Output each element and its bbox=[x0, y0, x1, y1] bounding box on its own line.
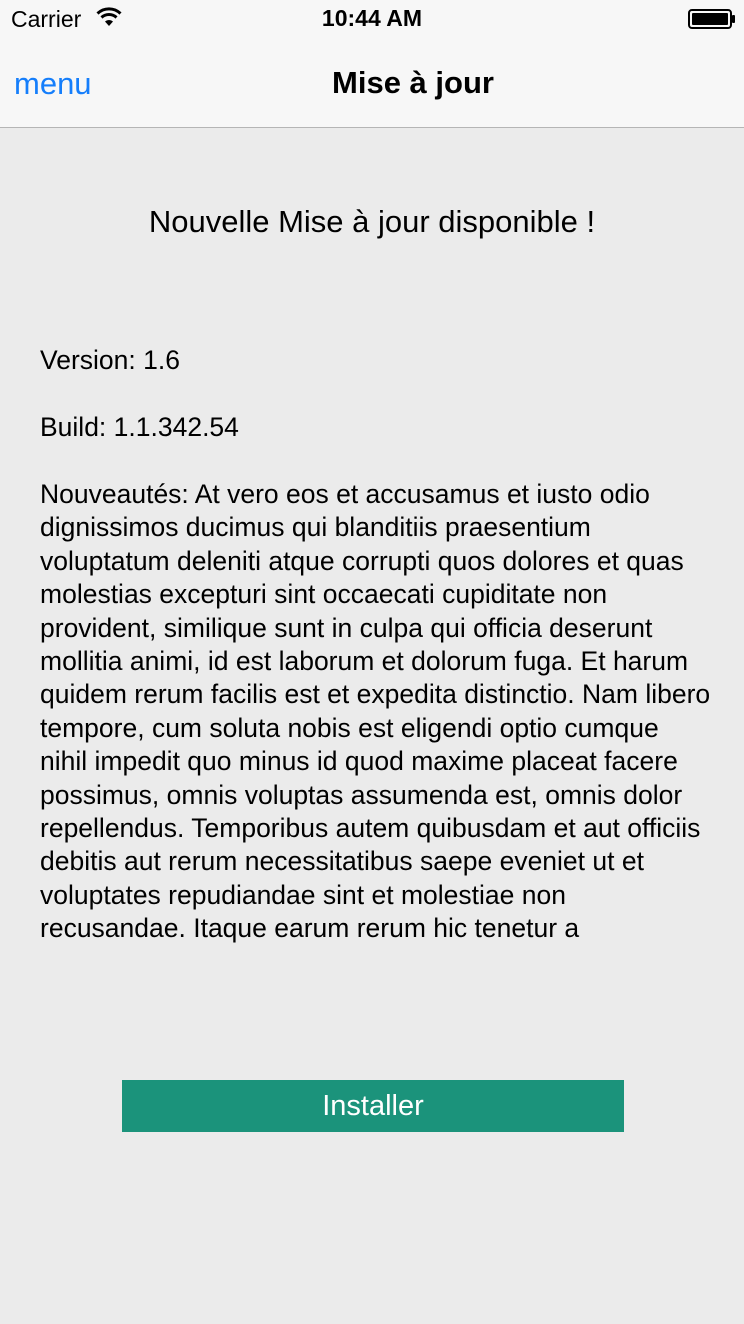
page-title: Mise à jour bbox=[332, 65, 494, 100]
build-label: Build: 1.1.342.54 bbox=[40, 412, 239, 442]
carrier-name: Carrier bbox=[11, 6, 82, 32]
status-bar bbox=[0, 0, 744, 38]
battery-icon bbox=[688, 9, 736, 29]
clock: 10:44 AM bbox=[321, 5, 423, 31]
navigation-bar bbox=[0, 38, 744, 128]
release-notes[interactable]: Nouveautés: At vero eos et accusamus et iusto odio dignissimos ducimus qui blanditiis praesentium voluptatum deleniti atque corrupti quos dolores et quas molestias excepturi sint occaecati cupiditate non provident, similique sunt in culpa qui officia deserunt mollitia animi, id est laborum et dolorum fuga. Et harum quidem rerum facilis est et expedita distinctio. Nam libero tempore, cum soluta nobis est eligendi optio cumque nihil impedit quo minus id quod maxime placeat facere possimus, omnis voluptas assumenda est, omnis dolor repellendus. Temporibus autem quibusdam et aut officiis debitis aut rerum necessitatibus saepe eveniet ut et voluptates repudiandae sint et molestiae non recusandae. Itaque earum rerum hic tenetur a bbox=[40, 479, 711, 944]
menu-button[interactable]: menu bbox=[14, 66, 92, 101]
install-button[interactable]: Installer bbox=[122, 1080, 624, 1132]
update-headline: Nouvelle Mise à jour disponible ! bbox=[148, 204, 596, 239]
version-label: Version: 1.6 bbox=[40, 345, 180, 375]
